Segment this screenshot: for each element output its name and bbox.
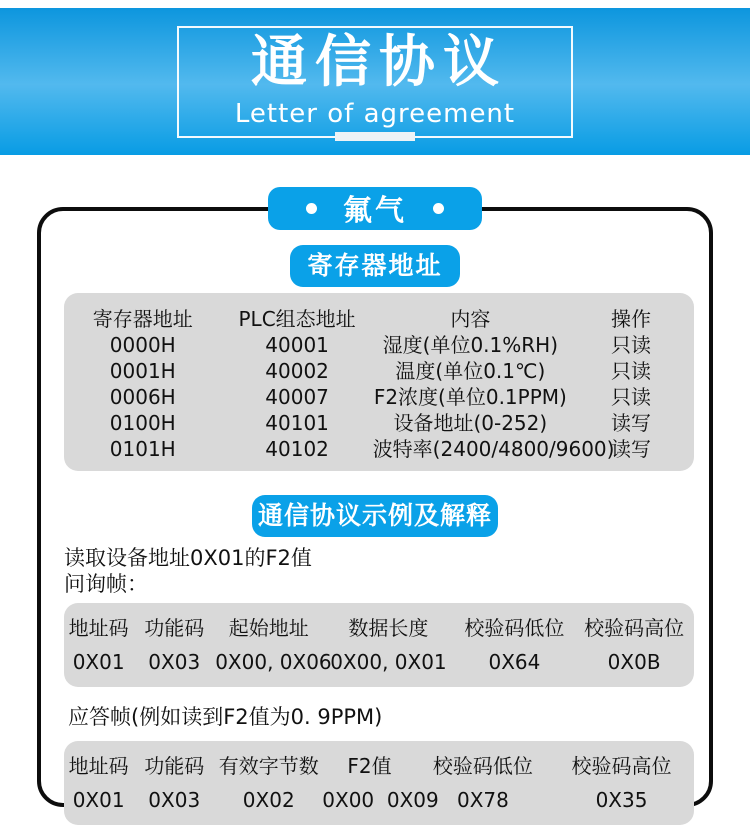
cell-value: 0X03 — [148, 788, 201, 812]
cell-register-address: 0101H — [109, 437, 176, 461]
cell-content: 温度(单位0.1℃) — [395, 359, 546, 383]
response-frame-header-row — [64, 753, 694, 779]
register-table — [64, 293, 694, 471]
cell-value: 0X00 0X09 — [322, 788, 439, 812]
example-section-badge: 通信协议示例及解释 — [252, 495, 498, 537]
page — [0, 8, 750, 822]
cell-content: 波特率(2400/4800/9600) — [372, 437, 615, 461]
cell-value: 0X00, 0X01 — [330, 650, 447, 674]
cell-register-address: 0000H — [109, 333, 176, 357]
column-header: 校验码低位 — [432, 754, 533, 778]
table-row — [64, 358, 694, 384]
table-row — [64, 384, 694, 410]
protocol-panel — [37, 193, 713, 812]
cell-plc-address: 40007 — [265, 385, 329, 409]
cell-plc-address: 40001 — [265, 333, 329, 357]
cell-content: F2浓度(单位0.1PPM) — [373, 385, 567, 409]
column-header: 功能码 — [144, 616, 205, 640]
gas-type-pill — [268, 187, 482, 230]
column-header: 寄存器地址 — [92, 307, 193, 331]
cell-operation: 读写 — [610, 437, 651, 461]
cell-value: 0X0B — [607, 650, 661, 674]
cell-value: 0X64 — [488, 650, 541, 674]
cell-content: 设备地址(0-252) — [393, 411, 548, 435]
column-header: 地址码 — [68, 754, 129, 778]
cell-value: 0X01 — [72, 650, 125, 674]
column-header: 数据长度 — [348, 616, 429, 640]
example-intro — [64, 545, 686, 597]
cell-register-address: 0006H — [109, 385, 176, 409]
intro-line-query-frame: 问询帧： — [64, 572, 148, 596]
cell-value: 0X78 — [456, 788, 509, 812]
cell-operation: 读写 — [610, 411, 651, 435]
cell-register-address: 0100H — [109, 411, 176, 435]
column-header: 内容 — [450, 307, 491, 331]
column-header: PLC组态地址 — [238, 307, 356, 331]
cell-operation: 只读 — [610, 385, 651, 409]
query-frame-table — [64, 603, 694, 687]
cell-value: 0X03 — [148, 650, 201, 674]
page-title: 通信协议 — [251, 29, 507, 95]
bullet-dot-right-icon — [433, 203, 444, 214]
column-header: 操作 — [610, 307, 651, 331]
cell-value: 0X01 — [72, 788, 125, 812]
column-header: F2值 — [347, 754, 392, 778]
table-row — [64, 436, 694, 462]
query-frame-value-row — [64, 649, 694, 675]
column-header: 功能码 — [144, 754, 205, 778]
table-row — [64, 332, 694, 358]
register-table-header-row — [64, 306, 694, 332]
cell-value: 0X00, 0X06 — [215, 650, 332, 674]
gas-type-label: 氟气 — [342, 193, 407, 227]
hero-banner — [0, 8, 750, 155]
page-subtitle: Letter of agreement — [234, 98, 516, 129]
cell-plc-address: 40002 — [265, 359, 329, 383]
column-header: 起始地址 — [228, 616, 309, 640]
column-header: 校验码高位 — [571, 754, 672, 778]
hero-underline-bar — [335, 132, 415, 141]
intro-line-read-request: 读取设备地址0X01的F2值 — [64, 546, 312, 570]
cell-value: 0X35 — [595, 788, 648, 812]
cell-content: 湿度(单位0.1%RH) — [382, 333, 559, 357]
hero-title-box — [177, 26, 573, 138]
column-header: 地址码 — [68, 616, 129, 640]
cell-operation: 只读 — [610, 333, 651, 357]
cell-plc-address: 40102 — [265, 437, 329, 461]
column-header: 校验码低位 — [464, 616, 565, 640]
query-frame-header-row — [64, 615, 694, 641]
cell-plc-address: 40101 — [265, 411, 329, 435]
column-header: 有效字节数 — [218, 754, 319, 778]
cell-value: 0X02 — [242, 788, 295, 812]
column-header: 校验码高位 — [584, 616, 685, 640]
bullet-dot-left-icon — [306, 203, 317, 214]
response-frame-table — [64, 741, 694, 825]
register-section-badge: 寄存器地址 — [290, 245, 460, 287]
response-frame-value-row — [64, 787, 694, 813]
table-row — [64, 410, 694, 436]
cell-register-address: 0001H — [109, 359, 176, 383]
cell-operation: 只读 — [610, 359, 651, 383]
response-frame-label: 应答帧(例如读到F2值为0. 9PPM) — [68, 705, 383, 729]
